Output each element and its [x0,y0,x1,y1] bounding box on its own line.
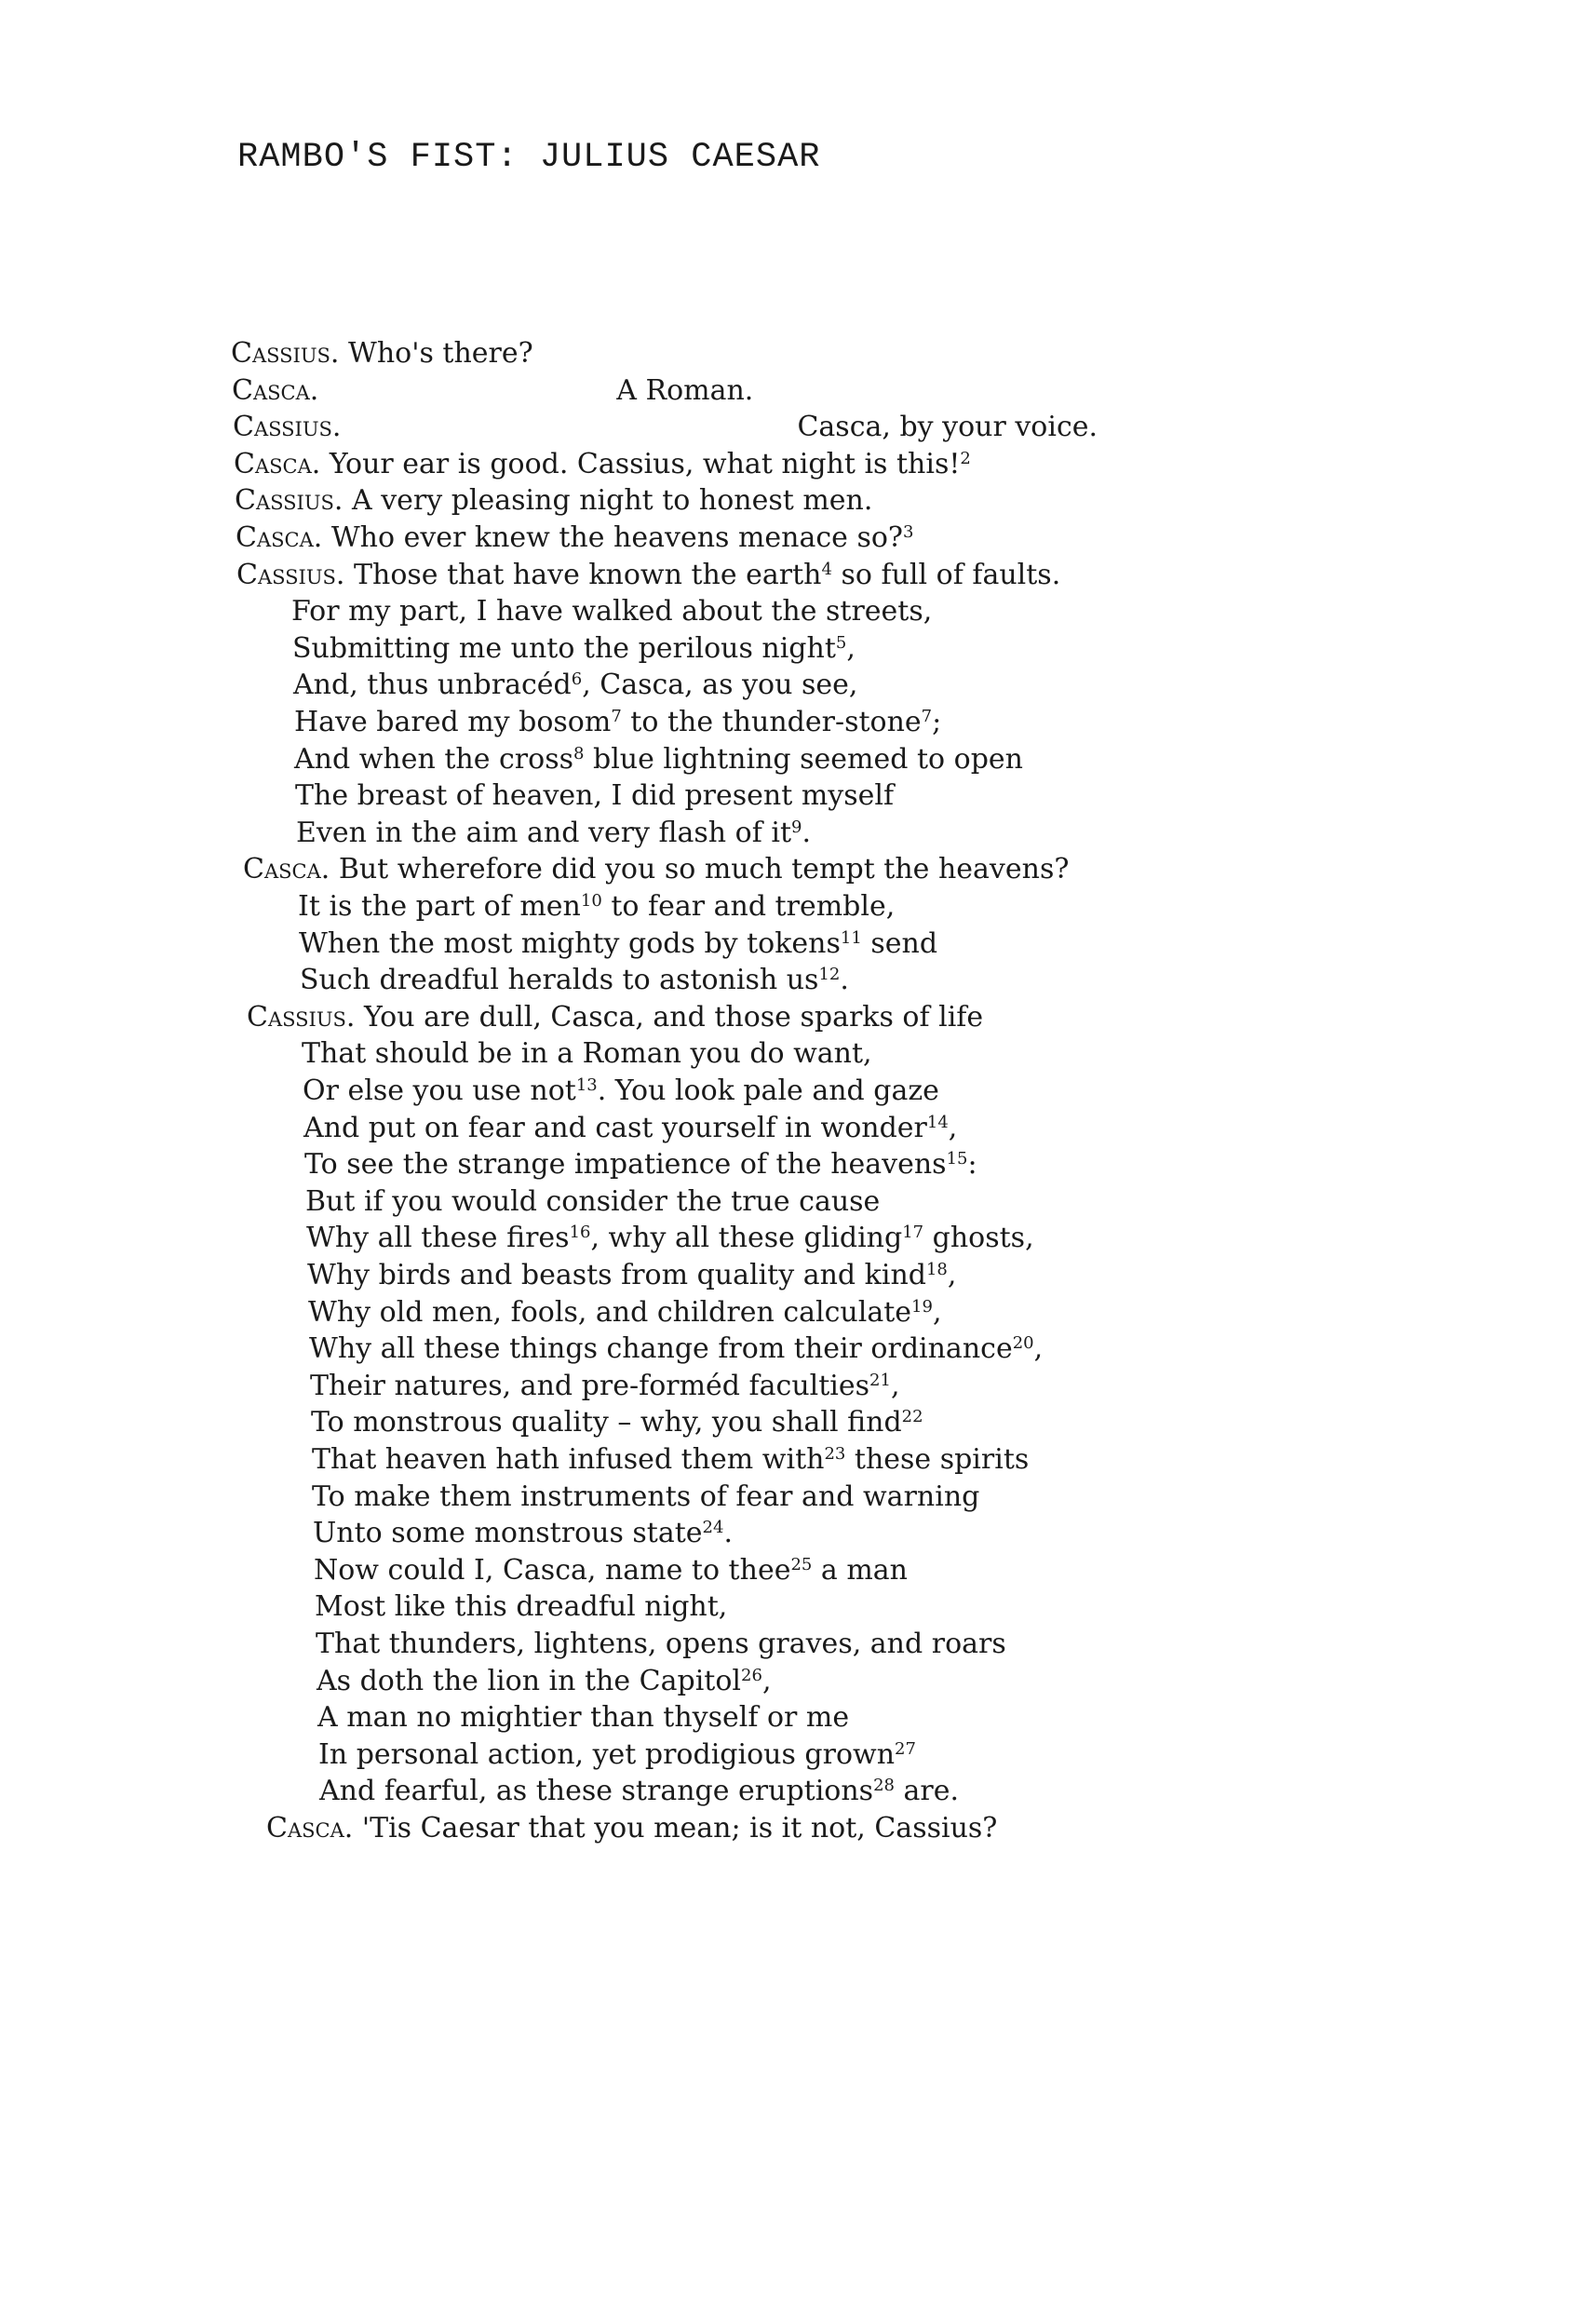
script-line [317,1701,849,1735]
line-text: , [890,1370,900,1402]
script-line [231,337,533,371]
line-text: Why all these things change from their ordinance [309,1332,1013,1365]
line-text: For my part, I have walked about the streets, [291,595,933,628]
script-line [247,1001,983,1034]
footnote-marker: 23 [824,1444,846,1465]
line-text: Even in the aim and very flash of it [296,817,792,849]
line-text: Who ever knew the heavens menace so? [322,521,903,554]
footnote-marker: 6 [571,669,583,690]
footnote-marker: 13 [575,1075,598,1096]
line-text: That thunders, lightens, opens graves, and roars [316,1628,1006,1660]
line-text: A man no mightier than thyself or me [317,1701,850,1734]
line-text: Why all these fires [306,1222,570,1254]
script-line [305,1185,880,1219]
line-text: a man [812,1554,908,1587]
script-line [235,484,872,518]
line-text: It is the part of men [298,890,581,923]
script-line [266,1812,997,1845]
line-text: A very pleasing night to honest men. [343,484,873,517]
script-line [243,853,1069,886]
footnote-marker: 9 [791,817,802,838]
script-line [312,1480,979,1514]
line-text: Now could I, Casca, name to thee [314,1554,791,1587]
line-text: And when the cross [294,743,573,776]
line-text: But if you would consider the true cause [305,1185,881,1218]
footnote-marker: 25 [790,1555,813,1575]
line-text: , [948,1112,958,1144]
footnote-marker: 10 [580,891,602,912]
line-text: Or else you use not [303,1074,576,1107]
script-line [317,1665,771,1698]
line-text: . [840,964,849,996]
line-text: A Roman. [616,374,754,407]
line-text: Most like this dreadful night, [315,1590,728,1623]
speaker-name: Cassius. [233,411,342,443]
line-text: When the most mighty gods by tokens [299,927,841,960]
line-text: Casca, by your voice. [797,411,1098,443]
script-line [291,595,932,628]
script-line [314,1554,908,1588]
line-text: : [967,1148,977,1181]
line-text: Those that have known the earth [344,559,822,591]
line-text: To see the strange impatience of the heavens [304,1148,947,1181]
line-text: blue lightning seemed to open [584,743,1023,776]
script-line [313,1517,733,1550]
speaker-name: Casca. [234,448,321,480]
line-text: send [861,927,938,960]
script-line [309,1332,1043,1366]
footnote-marker: 16 [569,1223,591,1243]
script-line [295,779,894,813]
footnote-marker: 20 [1012,1333,1034,1354]
line-text: But wherefore did you so much tempt the heavens? [330,853,1070,885]
script-line [232,374,753,408]
footnote-marker: 11 [840,928,862,949]
line-text: In personal action, yet prodigious grown [318,1738,896,1771]
speaker-name: Casca. [232,374,319,407]
line-text: so full of faults. [831,559,1061,591]
script-line [234,448,971,481]
line-text: Have bared my bosom [294,706,612,738]
script-line [308,1296,942,1330]
line-text: ghosts, [923,1222,1034,1254]
footnote-marker: 4 [821,560,832,580]
line-text: , [947,1259,957,1291]
line-text: Who's there? [339,337,533,370]
speaker-name: Cassius. [236,559,345,591]
line-text: And fearful, as these strange eruptions [319,1775,874,1807]
footnote-marker: 7 [921,707,933,727]
line-text: to fear and tremble, [601,890,896,923]
script-line [296,817,811,850]
speaker-name: Cassius. [247,1001,356,1034]
script-line [302,1037,872,1071]
script-line [293,669,857,702]
line-text: You are dull, Casca, and those sparks of life [355,1001,984,1034]
footnote-marker: 19 [911,1297,933,1317]
script-line [312,1443,1029,1477]
footnote-marker: 14 [926,1113,949,1133]
speaker-name: Casca. [236,521,323,554]
footnote-marker: 15 [946,1149,968,1169]
line-text: 'Tis Caesar that you mean; is it not, Cassius? [353,1812,998,1844]
line-text: , [932,1296,942,1329]
page-title: RAMBO'S FIST: JULIUS CAESAR [237,138,821,177]
script-line [294,706,941,739]
line-text: . You look pale and gaze [597,1074,939,1107]
script-line [294,743,1023,777]
line-text: To make them instruments of fear and warning [312,1480,980,1513]
footnote-marker: 3 [903,522,914,543]
line-text: That should be in a Roman you do want, [302,1037,872,1070]
footnote-marker: 24 [702,1518,724,1538]
footnote-marker: 27 [895,1739,916,1760]
footnote-marker: 22 [901,1407,923,1427]
line-text: . [723,1517,733,1549]
script-line [319,1775,959,1808]
script-line [304,1148,977,1182]
line-text: to the thunder-stone [621,706,922,738]
line-text: The breast of heaven, I did present myself [295,779,895,812]
line-text: ; [932,706,942,738]
line-text: , [846,632,856,665]
speaker-name: Casca. [243,853,330,885]
line-text: , why all these gliding [590,1222,903,1254]
script-line [303,1074,939,1108]
footnote-marker: 26 [741,1666,762,1686]
line-text: And put on fear and cast yourself in wonder [303,1112,927,1144]
script-line [306,1222,1034,1255]
script-line [298,890,895,924]
footnote-marker: 12 [818,965,841,985]
line-text: Why birds and beasts from quality and kind [307,1259,926,1291]
footnote-marker: 18 [925,1260,948,1280]
footnote-marker: 21 [869,1371,891,1391]
script-line [236,521,913,555]
line-text: And, thus unbracéd [293,669,572,701]
script-line [307,1259,956,1292]
footnote-marker: 2 [960,449,971,469]
footnote-marker: 8 [573,744,585,764]
script-line [236,559,1060,592]
script-line [315,1590,727,1624]
line-text: As doth the lion in the Capitol [317,1665,742,1697]
line-text: . [802,817,812,849]
script-line [316,1628,1006,1661]
script-line [292,632,856,666]
script-line [300,964,849,997]
line-text: Submitting me unto the perilous night [292,632,836,665]
speaker-name: Cassius. [231,337,340,370]
speaker-name: Casca. [266,1812,354,1844]
line-text: are. [894,1775,960,1807]
line-text: , Casca, as you see, [582,669,858,701]
line-text: That heaven hath infused them with [312,1443,825,1476]
line-text: these spirits [845,1443,1030,1476]
script-line [310,1370,900,1403]
line-text: Such dreadful heralds to astonish us [300,964,819,996]
script-line [303,1112,957,1145]
footnote-marker: 17 [902,1223,924,1243]
footnote-marker: 28 [873,1776,895,1796]
line-text: To monstrous quality – why, you shall find [311,1406,902,1439]
line-text: , [761,1665,772,1697]
line-text: Unto some monstrous state [313,1517,703,1549]
script-line [318,1738,916,1772]
line-text: Their natures, and pre-forméd faculties [310,1370,870,1402]
script-line [233,411,1098,444]
script-line [311,1406,923,1439]
line-text: Why old men, fools, and children calculate [308,1296,912,1329]
footnote-marker: 7 [611,707,622,727]
script-line [299,927,937,961]
footnote-marker: 5 [835,633,847,654]
speaker-name: Cassius. [235,484,344,517]
line-text: Your ear is good. Cassius, what night is this! [320,448,961,480]
line-text: , [1033,1332,1044,1365]
